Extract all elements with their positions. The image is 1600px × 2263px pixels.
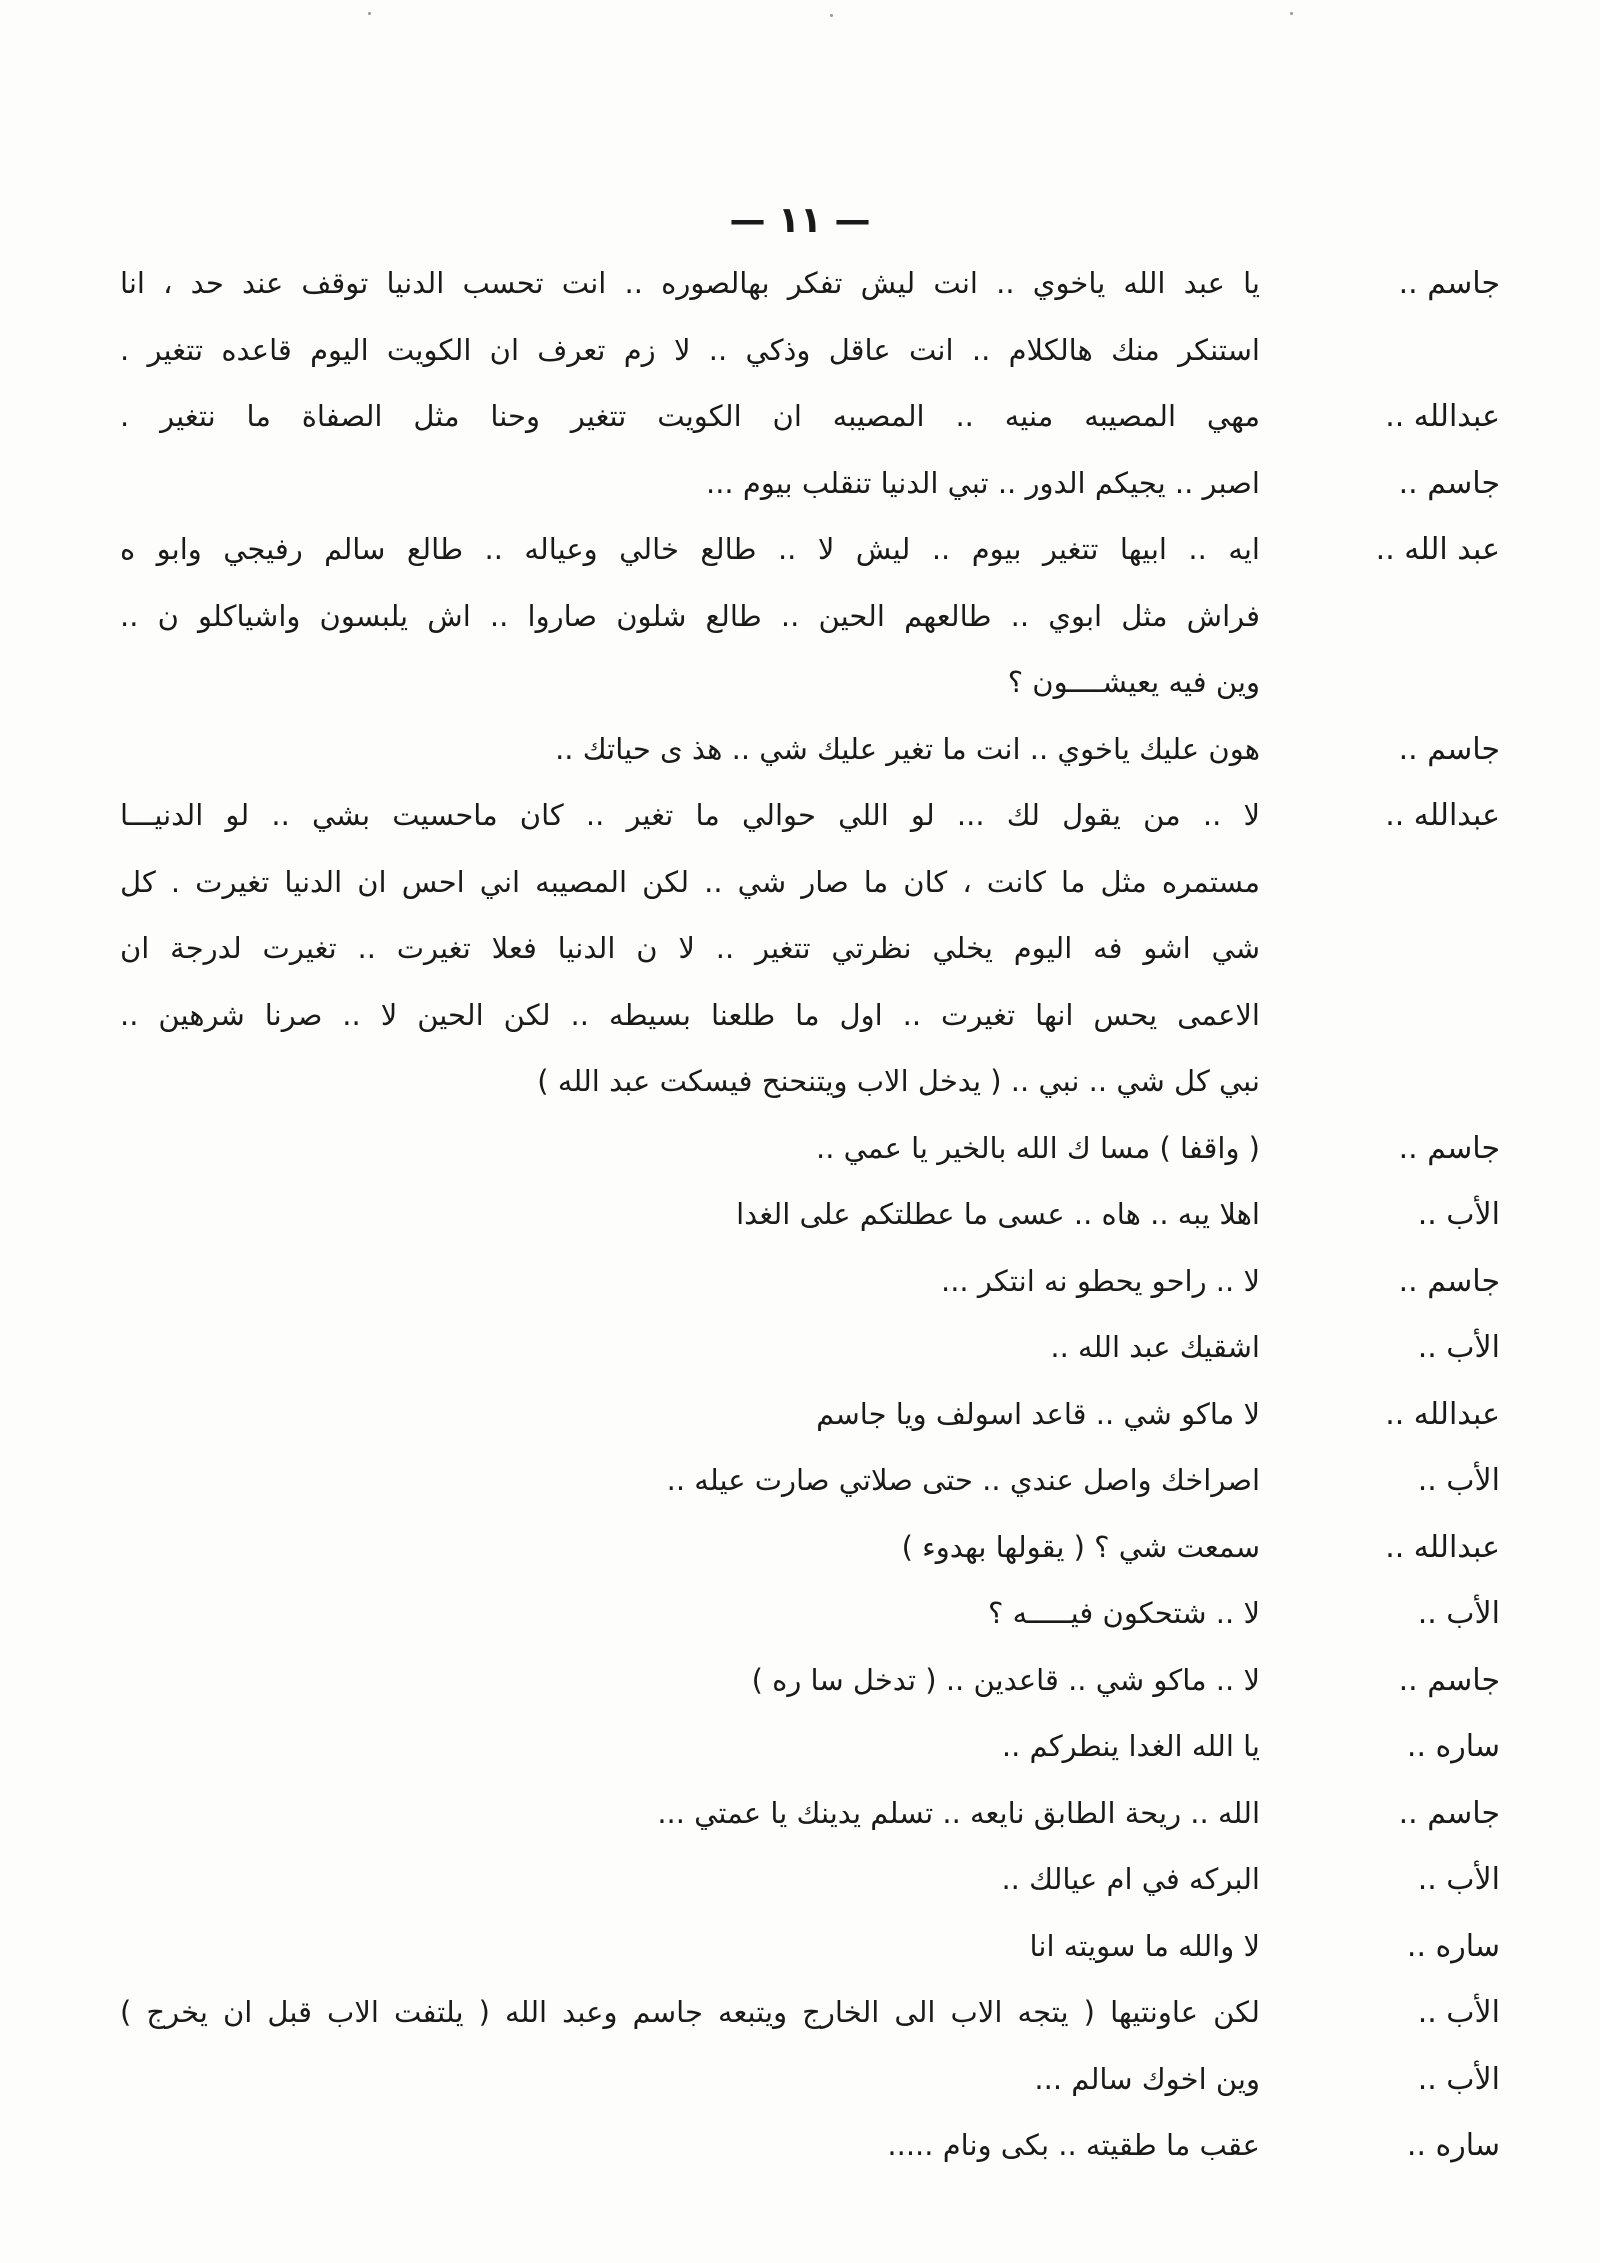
scan-speck — [830, 14, 833, 17]
speaker-name: الأب .. — [1417, 1330, 1500, 1365]
dialogue-text: هون عليك ياخوي .. انت ما تغير عليك شي .. هذ ى حياتك .. — [555, 731, 1260, 766]
script-line — [120, 1322, 1500, 1389]
dialogue-text: سمعت شي ؟ ( يقولها بهدوء ) — [901, 1529, 1260, 1564]
script-line — [120, 325, 1500, 392]
script-line — [120, 458, 1500, 525]
script-line — [120, 857, 1500, 924]
script-line — [120, 2054, 1500, 2121]
dialogue-text: الاعمى يحس انها تغيرت .. اول ما طلعنا بسيطه .. لكن الحين لا .. صرنا شرهين .. — [120, 997, 1260, 1032]
script-line — [120, 1588, 1500, 1655]
speaker-name: ساره .. — [1406, 1729, 1500, 1764]
dialogue-text: لا ماكو شي .. قاعد اسولف ويا جاسم — [816, 1396, 1260, 1431]
dialogue-text: لا .. راحو يحطو نه انتكر ... — [941, 1263, 1260, 1298]
speaker-name: عبد الله .. — [1375, 532, 1500, 567]
speaker-name: الأب .. — [1417, 1596, 1500, 1631]
scan-speck — [1290, 12, 1293, 15]
script-line — [120, 1455, 1500, 1522]
script-line — [120, 1655, 1500, 1722]
speaker-name: عبدالله .. — [1385, 1396, 1500, 1432]
speaker-name: جاسم .. — [1398, 1130, 1500, 1166]
dialogue-text: شي اشو فه اليوم يخلي نظرتي تتغير .. لا ن الدنيا فعلا تغيرت .. تغيرت لدرجة ان — [120, 931, 1260, 965]
dialogue-text: وين اخوك سالم ... — [1034, 2061, 1260, 2096]
dialogue-text: مهي المصيبه منيه .. المصيبه ان الكويت تتغير وحنا مثل الصفاة ما نتغير . — [120, 399, 1260, 433]
speaker-name: ساره .. — [1406, 1928, 1500, 1964]
speaker-name: عبدالله .. — [1385, 1529, 1500, 1565]
dialogue-text: البركه في ام عيالك .. — [1001, 1862, 1260, 1896]
speaker-name: جاسم .. — [1398, 465, 1500, 501]
script-line — [120, 591, 1500, 658]
script-body — [120, 258, 1500, 2187]
script-line — [120, 1788, 1500, 1855]
speaker-name: عبدالله .. — [1385, 798, 1500, 833]
page-number: — ١١ — — [729, 200, 871, 241]
scan-speck — [368, 12, 371, 15]
dialogue-text: عقب ما طقيته .. بكى ونام ..... — [887, 2128, 1260, 2162]
script-line — [120, 1921, 1500, 1988]
speaker-name: الأب .. — [1417, 1463, 1500, 1498]
dialogue-text: مستمره مثل ما كانت ، كان ما صار شي .. لكن المصيبه اني احس ان الدنيا تغيرت . كل — [120, 864, 1260, 899]
dialogue-text: فراش مثل ابوي .. طالعهم الحين .. طالع شلون صاروا .. اش يلبسون واشياكلو ن .. — [120, 598, 1260, 633]
speaker-name: جاسم .. — [1398, 266, 1500, 301]
dialogue-text: الله .. ريحة الطابق نايعه .. تسلم يدينك يا عمتي ... — [657, 1795, 1260, 1830]
speaker-name: الأب .. — [1417, 1995, 1500, 2030]
dialogue-text: يا الله الغدا ينطركم .. — [1001, 1729, 1260, 1763]
script-line — [120, 524, 1500, 591]
speaker-name: الأب .. — [1417, 1862, 1500, 1897]
script-line — [120, 391, 1500, 458]
script-line — [120, 724, 1500, 791]
script-line — [120, 1056, 1500, 1123]
dialogue-text: ( واقفا ) مسا ك الله بالخير يا عمي .. — [815, 1130, 1260, 1165]
dialogue-text: وين فيه يعيشــــون ؟ — [1007, 665, 1260, 699]
speaker-name: الأب .. — [1417, 2061, 1500, 2097]
script-line — [120, 790, 1500, 857]
dialogue-text: اصبر .. يجيكم الدور .. تبي الدنيا تنقلب بيوم ... — [705, 465, 1260, 500]
dialogue-text: لا .. من يقول لك ... لو اللي حوالي ما تغير .. كان ماحسيت بشي .. لو الدنيـــا — [120, 798, 1260, 832]
speaker-name: ساره .. — [1406, 2128, 1500, 2163]
script-line — [120, 990, 1500, 1057]
script-line — [120, 2120, 1500, 2187]
script-line — [120, 923, 1500, 990]
dialogue-text: لا والله ما سويته انا — [1029, 1928, 1260, 1963]
script-line — [120, 1389, 1500, 1456]
script-line — [120, 1256, 1500, 1323]
script-line — [120, 1854, 1500, 1921]
script-line — [120, 1522, 1500, 1589]
dialogue-text: اصراخك واصل عندي .. حتى صلاتي صارت عيله .. — [666, 1463, 1260, 1497]
dialogue-text: ايه .. ابيها تتغير بيوم .. ليش لا .. طالع خالي وعياله .. طالع سالم رفيجي وابو ه — [120, 532, 1260, 566]
dialogue-text: اشقيك عبد الله .. — [1050, 1330, 1260, 1364]
script-line — [120, 258, 1500, 325]
speaker-name: عبدالله .. — [1385, 399, 1500, 434]
script-line — [120, 657, 1500, 724]
dialogue-text: استنكر منك هالكلام .. انت عاقل وذكي .. لا زم تعرف ان الكويت اليوم قاعده تتغير . — [120, 332, 1260, 367]
speaker-name: جاسم .. — [1398, 1795, 1500, 1831]
dialogue-text: نبي كل شي .. نبي .. ( يدخل الاب ويتنحنح فيسكت عبد الله ) — [537, 1064, 1260, 1098]
script-line — [120, 1189, 1500, 1256]
script-line — [120, 1721, 1500, 1788]
speaker-name: جاسم .. — [1398, 1263, 1500, 1299]
dialogue-text: اهلا يبه .. هاه .. عسى ما عطلتكم على الغدا — [736, 1197, 1260, 1231]
speaker-name: جاسم .. — [1398, 731, 1500, 767]
speaker-name: الأب .. — [1417, 1197, 1500, 1232]
script-line — [120, 1987, 1500, 2054]
dialogue-text: لا .. شتحكون فيـــــه ؟ — [988, 1596, 1260, 1630]
dialogue-text: لكن عاونتيها ( يتجه الاب الى الخارج ويتبعه جاسم وعبد الله ( يلتفت الاب قبل ان يخرج ) — [120, 1995, 1260, 2029]
dialogue-text: يا عبد الله ياخوي .. انت ليش تفكر بهالصوره .. انت تحسب الدنيا توقف عند حد ، انا — [120, 266, 1260, 300]
speaker-name: جاسم .. — [1398, 1662, 1500, 1698]
dialogue-text: لا .. ماكو شي .. قاعدين .. ( تدخل سا ره ) — [751, 1662, 1260, 1697]
script-line — [120, 1123, 1500, 1190]
